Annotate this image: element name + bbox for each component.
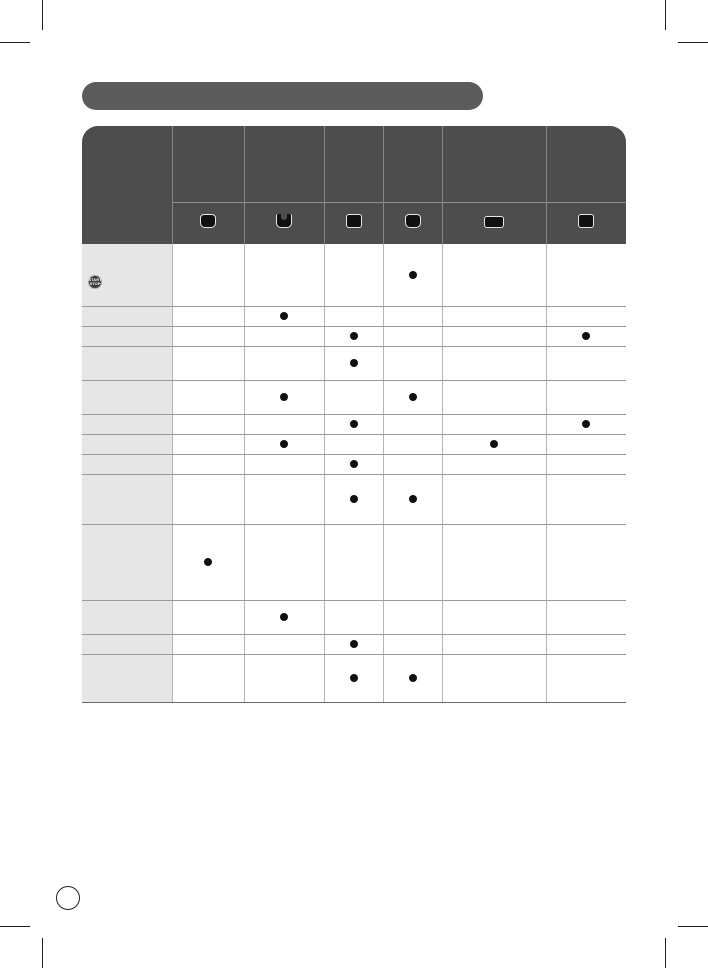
mode-table: [82, 126, 626, 703]
table-cell: [383, 326, 442, 346]
table-cell: [244, 380, 324, 414]
table-cell: [442, 346, 546, 380]
row-label: [82, 654, 172, 702]
column-header: [442, 126, 546, 203]
table-cell: [546, 326, 626, 346]
crop-mark: [678, 926, 708, 927]
corner-header: [82, 126, 172, 244]
column-icon-cell: [324, 203, 383, 245]
bullet-dot-icon: [409, 271, 417, 279]
table-cell: [244, 634, 324, 654]
table-cell: [383, 524, 442, 600]
bullet-dot-icon: [350, 495, 358, 503]
row-label: [82, 434, 172, 454]
bullet-dot-icon: [280, 613, 288, 621]
column-header: [244, 126, 324, 203]
bullet-dot-icon: [409, 495, 417, 503]
table-cell: [383, 434, 442, 454]
table-cell: [546, 524, 626, 600]
table-cell: [324, 326, 383, 346]
bullet-dot-icon: [350, 420, 358, 428]
bullet-dot-icon: [280, 440, 288, 448]
table-cell: [324, 474, 383, 524]
column-header: [172, 126, 244, 203]
table-cell: [546, 414, 626, 434]
crop-mark: [42, 0, 43, 30]
crop-mark: [665, 938, 666, 968]
row-label: [82, 454, 172, 474]
crop-mark: [0, 42, 30, 43]
table-row: [82, 454, 626, 474]
table-cell: [383, 244, 442, 306]
column-icon-cell: [442, 203, 546, 245]
table-cell: [244, 524, 324, 600]
table-cell: [442, 306, 546, 326]
table-cell: [442, 474, 546, 524]
table-cell: [383, 654, 442, 702]
bullet-dot-icon: [582, 332, 590, 340]
start-stop-icon: START STOP: [88, 275, 102, 289]
table-cell: [546, 454, 626, 474]
table-cell: [244, 244, 324, 306]
table-cell: [244, 474, 324, 524]
row-label: [82, 414, 172, 434]
table-row: [82, 474, 626, 524]
table-cell: [172, 434, 244, 454]
table-row: [82, 634, 626, 654]
crop-mark: [665, 0, 666, 30]
table-cell: [244, 346, 324, 380]
tall-pot-icon: [198, 212, 218, 230]
table-cell: [546, 600, 626, 634]
table-cell: [172, 654, 244, 702]
table-cell: [546, 654, 626, 702]
crop-mark: [0, 926, 30, 927]
table-cell: [172, 380, 244, 414]
table-cell: [244, 326, 324, 346]
table-row: [82, 600, 626, 634]
row-label: [82, 326, 172, 346]
table-cell: [324, 346, 383, 380]
row-label: [82, 524, 172, 600]
page-number-circle: [56, 886, 80, 910]
table-cell: [172, 326, 244, 346]
column-icon-cell: [244, 203, 324, 245]
table-cell: [383, 474, 442, 524]
table-row: [82, 524, 626, 600]
table-cell: [442, 414, 546, 434]
crop-mark: [678, 42, 708, 43]
table-cell: [546, 434, 626, 454]
row-label: [82, 346, 172, 380]
table-cell: [442, 600, 546, 634]
table-row: [82, 326, 626, 346]
bullet-dot-icon: [350, 674, 358, 682]
row-label: [82, 380, 172, 414]
table-cell: [324, 244, 383, 306]
table-cell: [244, 434, 324, 454]
table-cell: [383, 380, 442, 414]
table-row: [82, 654, 626, 702]
table-cell: [324, 634, 383, 654]
v-pot-icon: [274, 212, 294, 230]
table-cell: [244, 654, 324, 702]
row-label: [82, 244, 172, 306]
table-cell: [442, 380, 546, 414]
table-cell: [172, 244, 244, 306]
table-cell: [383, 634, 442, 654]
table-cell: [442, 434, 546, 454]
table-row: [82, 306, 626, 326]
table-cell: [546, 244, 626, 306]
table-cell: [546, 306, 626, 326]
table-cell: [244, 414, 324, 434]
table-cell: [546, 474, 626, 524]
table-cell: [546, 346, 626, 380]
bullet-dot-icon: [409, 393, 417, 401]
table-cell: [172, 454, 244, 474]
table-cell: [383, 306, 442, 326]
table-cell: [324, 306, 383, 326]
bullet-dot-icon: [350, 359, 358, 367]
table-cell: [324, 454, 383, 474]
table-cell: [172, 634, 244, 654]
column-header: [383, 126, 442, 203]
round-pot-icon: [403, 212, 423, 230]
table-row: [82, 380, 626, 414]
table-cell: [442, 524, 546, 600]
column-header: [324, 126, 383, 203]
small-pot-icon: [576, 212, 596, 230]
column-header: [546, 126, 626, 203]
table-cell: [442, 244, 546, 306]
table-cell: [442, 654, 546, 702]
cooking-table: [82, 126, 626, 702]
table-cell: [324, 654, 383, 702]
bullet-dot-icon: [409, 674, 417, 682]
row-label: [82, 634, 172, 654]
bullet-dot-icon: [350, 640, 358, 648]
table-cell: [324, 434, 383, 454]
table-cell: [324, 524, 383, 600]
row-label: [82, 474, 172, 524]
table-cell: [546, 634, 626, 654]
table-row: [82, 244, 626, 306]
bullet-dot-icon: [350, 460, 358, 468]
table-row: [82, 414, 626, 434]
table-row: [82, 346, 626, 380]
table-cell: [172, 524, 244, 600]
table-cell: [442, 634, 546, 654]
table-cell: [244, 454, 324, 474]
row-label: [82, 306, 172, 326]
bullet-dot-icon: [350, 332, 358, 340]
table-cell: [383, 454, 442, 474]
bullet-dot-icon: [280, 393, 288, 401]
table-cell: [546, 380, 626, 414]
table-cell: [383, 414, 442, 434]
table-cell: [244, 306, 324, 326]
table-cell: [324, 414, 383, 434]
table-cell: [172, 474, 244, 524]
table-cell: [324, 380, 383, 414]
table-cell: [442, 454, 546, 474]
row-label: [82, 600, 172, 634]
table-cell: [172, 306, 244, 326]
bullet-dot-icon: [204, 558, 212, 566]
bullet-dot-icon: [582, 420, 590, 428]
column-icon-cell: [383, 203, 442, 245]
column-icon-cell: [172, 203, 244, 245]
wide-pot-icon: [484, 212, 504, 230]
table-cell: [172, 414, 244, 434]
table-cell: [383, 346, 442, 380]
table-cell: [244, 600, 324, 634]
section-title-bar: [82, 82, 483, 110]
table-cell: [172, 600, 244, 634]
table-cell: [172, 346, 244, 380]
square-pot-icon: [344, 212, 364, 230]
table-cell: [442, 326, 546, 346]
column-icon-cell: [546, 203, 626, 245]
bullet-dot-icon: [490, 440, 498, 448]
table-cell: [383, 600, 442, 634]
table-row: [82, 434, 626, 454]
table-cell: [324, 600, 383, 634]
bullet-dot-icon: [280, 312, 288, 320]
crop-mark: [42, 938, 43, 968]
